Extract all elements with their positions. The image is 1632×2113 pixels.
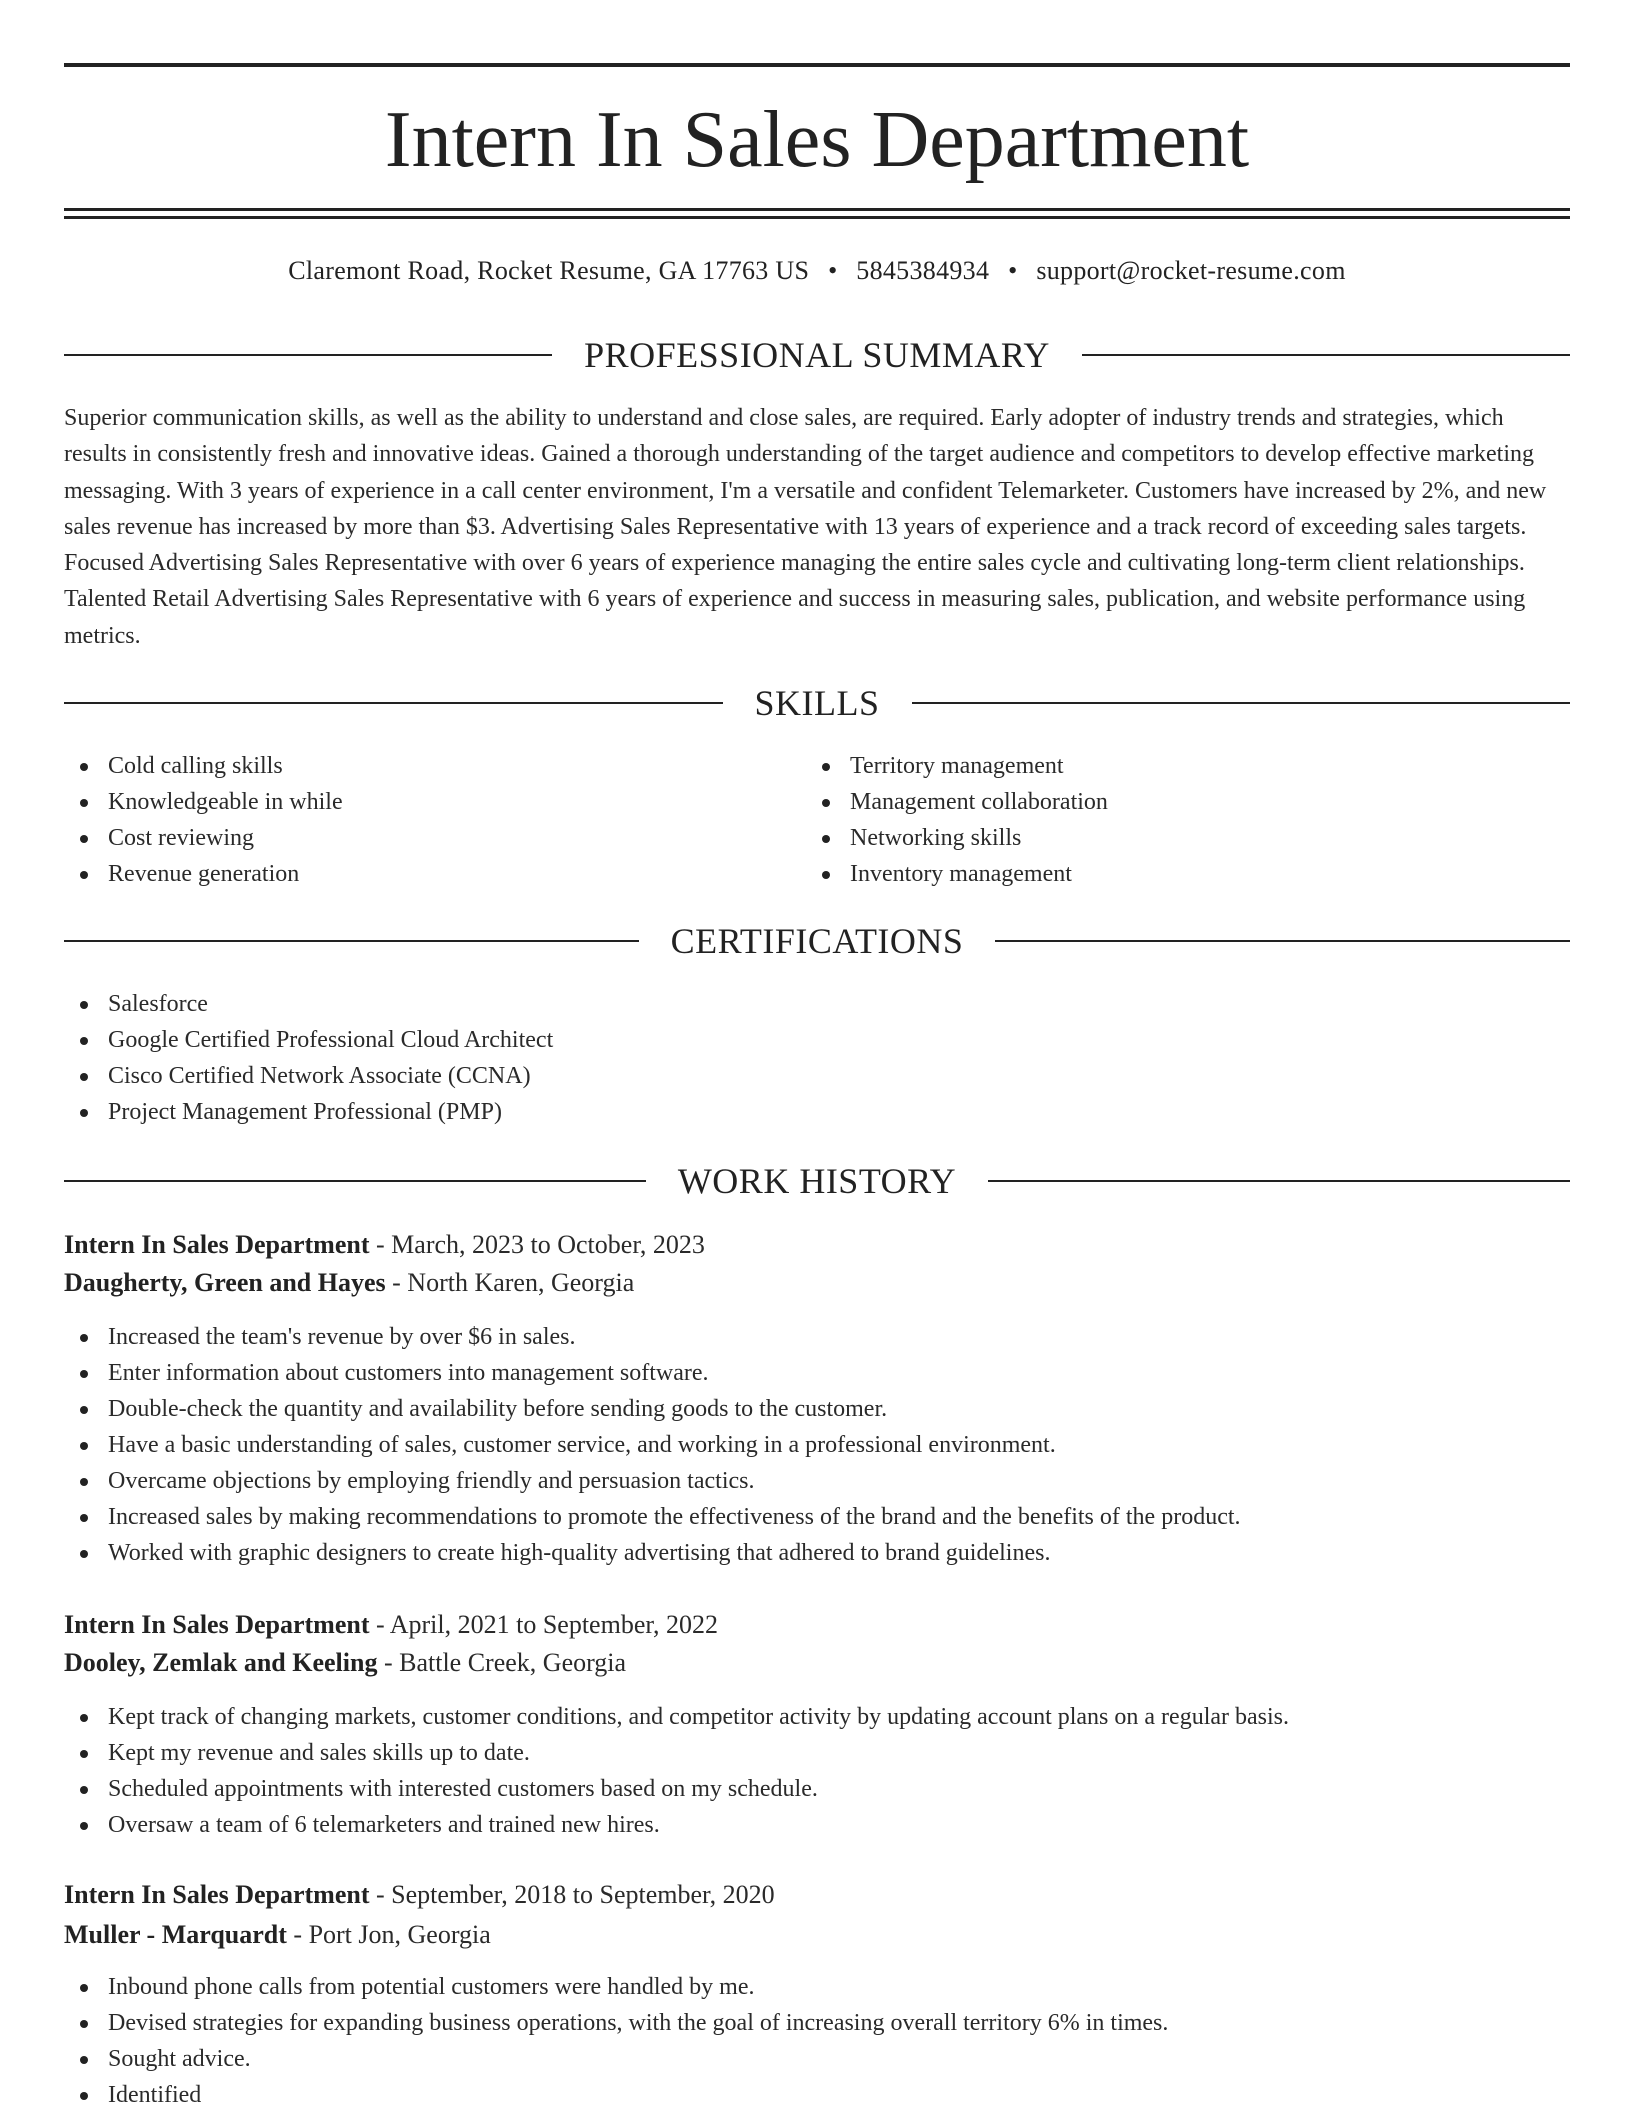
certification-item: Cisco Certified Network Associate (CCNA) [64, 1058, 553, 1094]
section-header-work-history [64, 1159, 1570, 1203]
section-rule [988, 1180, 1570, 1182]
section-rule [64, 354, 552, 356]
job-dates: - March, 2023 to October, 2023 [369, 1230, 705, 1259]
certification-item: Google Certified Professional Cloud Architect [64, 1022, 553, 1058]
job-bullet: Increased sales by making recommendations to promote the effectiveness of the brand and the benefits of the product. [64, 1499, 1570, 1535]
certification-item: Salesforce [64, 986, 553, 1022]
section-rule [912, 702, 1571, 704]
job-bullet: Enter information about customers into management software. [64, 1355, 1570, 1391]
job-title-line [64, 1877, 1570, 1913]
skill-item: Territory management [806, 748, 1506, 784]
job-bullet: Have a basic understanding of sales, customer service, and working in a professional environment. [64, 1427, 1570, 1463]
job-location: - Battle Creek, Georgia [377, 1648, 627, 1677]
contact-line [64, 253, 1570, 289]
section-header-certifications [64, 919, 1570, 963]
job-bullet: Identified [64, 2077, 1570, 2113]
skill-item: Management collaboration [806, 784, 1506, 820]
job-bullets [64, 1969, 1570, 2113]
job-company: Daugherty, Green and Hayes [64, 1268, 386, 1297]
job-company-line [64, 1917, 1570, 1953]
job-bullet: Overcame objections by employing friendly and persuasion tactics. [64, 1463, 1570, 1499]
job-company: Muller - Marquardt [64, 1920, 287, 1949]
job-bullet: Devised strategies for expanding business operations, with the goal of increasing overall territory 6% in times. [64, 2005, 1570, 2041]
section-rule [64, 940, 639, 942]
job-bullets [64, 1319, 1570, 1571]
certification-item: Project Management Professional (PMP) [64, 1094, 553, 1130]
job-company: Dooley, Zemlak and Keeling [64, 1648, 378, 1677]
skill-item: Inventory management [806, 856, 1506, 892]
job-title: Intern In Sales Department [64, 1880, 370, 1909]
job-dates: - April, 2021 to September, 2022 [369, 1610, 718, 1639]
contact-separator: • [1008, 256, 1018, 285]
job-company-line [64, 1645, 1570, 1681]
top-rule [64, 63, 1570, 67]
job-title: Intern In Sales Department [64, 1610, 370, 1639]
job-location: - North Karen, Georgia [385, 1268, 635, 1297]
contact-address: Claremont Road, Rocket Resume, GA 17763 US [288, 256, 810, 285]
skill-item: Revenue generation [64, 856, 764, 892]
job-bullet: Inbound phone calls from potential customers were handled by me. [64, 1969, 1570, 2005]
job-dates: - September, 2018 to September, 2020 [369, 1880, 775, 1909]
job-bullet: Sought advice. [64, 2041, 1570, 2077]
job-bullet: Kept my revenue and sales skills up to date. [64, 1735, 1570, 1771]
contact-separator: • [828, 256, 838, 285]
job-title: Intern In Sales Department [64, 1230, 370, 1259]
section-title: WORK HISTORY [677, 1161, 957, 1201]
job-location: - Port Jon, Georgia [286, 1920, 491, 1949]
job-bullet: Scheduled appointments with interested customers based on my schedule. [64, 1771, 1570, 1807]
job-title-line [64, 1227, 1570, 1263]
job-title-line [64, 1607, 1570, 1643]
title-rule-upper [64, 208, 1570, 211]
summary-text: Superior communication skills, as well as the ability to understand and close sales, are required. Early adopter of industry trends and strategies, which results in consistently fresh and innovative ideas. Gained a thorough understanding of the target audience and competitors to develop effective marketing messaging. With 3 years of experience in a call center environment, I'm a versatile and confident Telemarketer. Customers have increased by 2%, and new sales revenue has increased by more than $3. Advertising Sales Representative with 13 years of experience and a track record of exceeding sales targets. Focused Advertising Sales Representative with over 6 years of experience managing the entire sales cycle and cultivating long-term client relationships. Talented Retail Advertising Sales Representative with 6 years of experience and success in measuring sales, publication, and website performance using metrics. [64, 405, 1547, 649]
section-rule [1082, 354, 1570, 356]
section-rule [64, 702, 723, 704]
job-bullet: Increased the team's revenue by over $6 in sales. [64, 1319, 1570, 1355]
section-header-summary [64, 333, 1570, 377]
skill-item: Cost reviewing [64, 820, 764, 856]
job-bullets [64, 1699, 1570, 1843]
skill-item: Knowledgeable in while [64, 784, 764, 820]
job-bullet: Worked with graphic designers to create high-quality advertising that adhered to brand guidelines. [64, 1535, 1570, 1571]
skill-item: Networking skills [806, 820, 1506, 856]
title-rule-lower [64, 216, 1570, 219]
contact-phone: 5845384934 [856, 256, 990, 285]
job-bullet: Kept track of changing markets, customer conditions, and competitor activity by updating account plans on a regular basis. [64, 1699, 1570, 1735]
contact-email: support@rocket-resume.com [1036, 256, 1346, 285]
skills-list-right [806, 748, 1506, 892]
section-title: SKILLS [754, 683, 880, 723]
section-header-skills [64, 681, 1570, 725]
job-bullet: Double-check the quantity and availability before sending goods to the customer. [64, 1391, 1570, 1427]
section-title: CERTIFICATIONS [670, 921, 964, 961]
job-company-line [64, 1265, 1570, 1301]
job-bullet: Oversaw a team of 6 telemarketers and trained new hires. [64, 1807, 1570, 1843]
skills-list-left [64, 748, 764, 892]
certifications-list [64, 986, 553, 1130]
skill-item: Cold calling skills [64, 748, 764, 784]
resume-title: Intern In Sales Department [384, 96, 1250, 184]
section-title: PROFESSIONAL SUMMARY [584, 335, 1050, 375]
section-rule [64, 1180, 646, 1182]
section-rule [995, 940, 1570, 942]
